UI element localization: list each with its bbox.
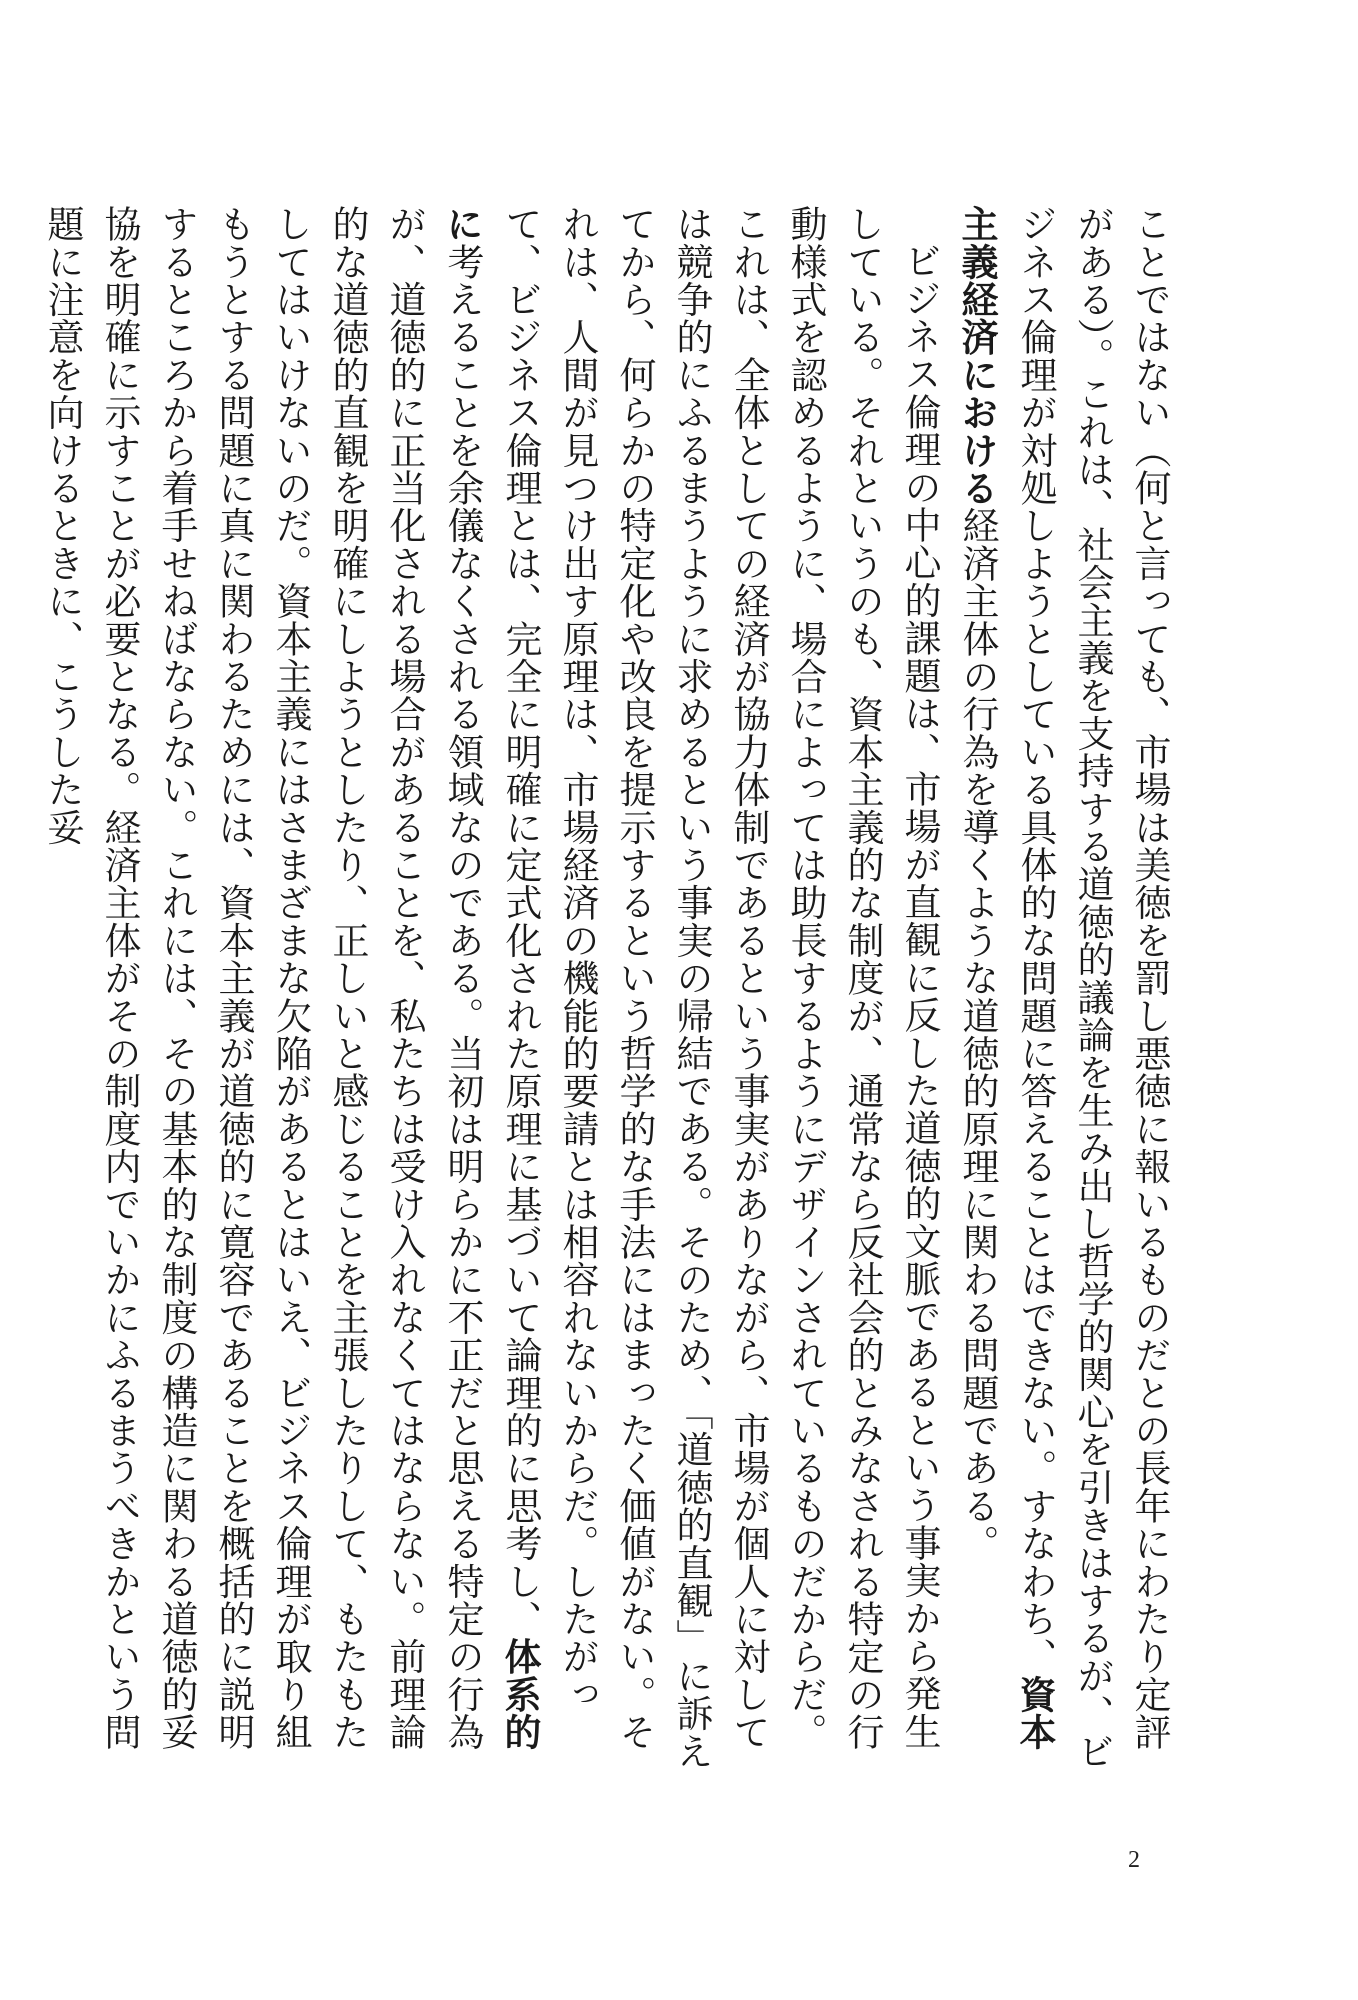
paragraph-2-emphasis: 体系的に bbox=[440, 205, 542, 1751]
paragraph-1-text-1: ことではない（何と言っても、市場は美徳を罰し悪徳に報いるものだとの長年にわたり定評がある）。これは、社会主義を支持する道徳的議論を生み出し哲学的関心を引きはするが、ビジネス倫理が対処しようとしている具体的な問題に答えることはできない。すなわち、 bbox=[1014, 205, 1171, 1770]
paragraph-1-emphasis: 資本主義経済における bbox=[955, 205, 1057, 1751]
paragraph-2 bbox=[34, 205, 948, 1785]
paragraph-1 bbox=[948, 205, 1178, 1785]
body-text bbox=[41, 205, 1178, 1785]
paragraph-2-text-1: ビジネス倫理の中心的課題は、市場が直観に反した道徳的文脈であるという事実から発生している。それというのも、資本主義的な制度が、通常なら反社会的とみなされる特定の行動様式を認めるように、場合によっては助長するようにデザインされているものだからだ。これは、全体としての経済が協力体制であるという事実がありながら、市場が個人に対しては競争的にふるまうように求めるという事実の帰結である。そのため、「道徳的直観」に訴えてから、何らかの特定化や改良を提示するという哲学的な手法にはまったく価値がない。それは、人間が見つけ出す原理は、市場経済の機能的要請とは相容れないからだ。したがって、ビジネス倫理とは、完全に明確に定式化された原理に基づいて論理的に思考し、 bbox=[499, 205, 941, 1770]
paragraph-2-text-2: 考えることを余儀なくされる領域なのである。当初は明らかに不正だと思える特定の行為が、道徳的に正当化される場合があることを、私たちは受け入れなくてはならない。前理論的な道徳的直観を明確にしようとしたり、正しいと感じることを主張したりして、もたもたしてはいけないのだ。資本主義にはさまざまな欠陥があるとはいえ、ビジネス倫理が取り組もうとする問題に真に関わるためには、資本主義が道徳的に寛容であることを概括的に説明するところから着手せねばならない。これには、その基本的な制度の構造に関わる道徳的妥協を明確に示すことが必要となる。経済主体がその制度内でいかにふるまうべきかという問題に注意を向けるときに、こうした妥 bbox=[41, 205, 484, 1751]
page-number: 2 bbox=[1128, 1847, 1140, 1873]
paragraph-1-text-2: 経済主体の行為を導くような道徳的原理に関わる問題である。 bbox=[956, 506, 999, 1563]
